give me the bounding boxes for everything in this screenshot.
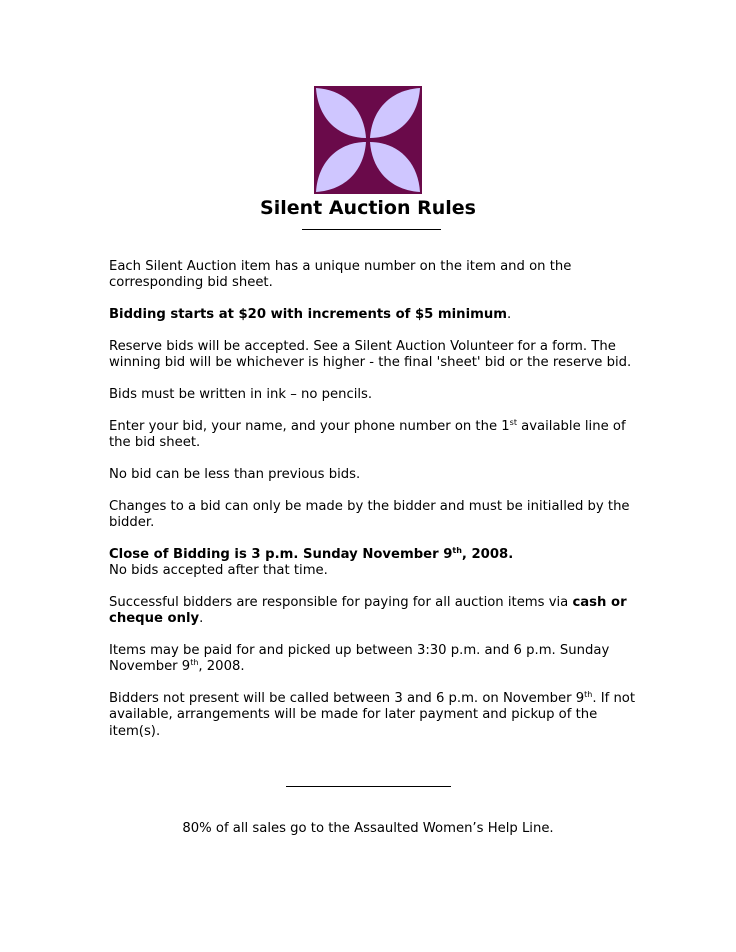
rule-payment: Successful bidders are responsible for paying for all auction items via cash or cheque only. (109, 594, 627, 627)
rule-bidding-start: Bidding starts at $20 with increments of $5 minimum. (109, 307, 512, 323)
rule-no-late-bids: No bids accepted after that time. (109, 563, 328, 579)
rule-close-of-bidding: Close of Bidding is 3 p.m. Sunday November 9th, 2008. (109, 545, 514, 562)
quatrefoil-logo (314, 86, 422, 194)
rule-item-numbering: Each Silent Auction item has a unique number on the item and on the corresponding bid sheet. (109, 259, 572, 291)
rule-absent-bidders: Bidders not present will be called between 3 and 6 p.m. on November 9th. If not available, arrangements will be made for later payment and pickup of the item(s). (109, 690, 636, 739)
rule-enter-bid: Enter your bid, your name, and your phone number on the 1st available line of the bid sheet. (109, 417, 626, 451)
title-underline (302, 229, 441, 230)
rules-body (109, 259, 639, 755)
rule-no-lower-bids: No bid can be less than previous bids. (109, 466, 361, 482)
rule-reserve-bids: Reserve bids will be accepted. See a Silent Auction Volunteer for a form. The winning bid will be whichever is higher - the final 'sheet' bid or the reserve bid. (109, 338, 632, 371)
rule-ink-only: Bids must be written in ink – no pencils. (109, 386, 373, 402)
page-title: Silent Auction Rules (260, 197, 476, 219)
footer-note: 80% of all sales go to the Assaulted Women’s Help Line. (182, 821, 554, 836)
footer-divider (286, 786, 451, 787)
rule-pickup: Items may be paid for and picked up between 3:30 p.m. and 6 p.m. Sunday November 9th, 2008. (109, 642, 610, 675)
rule-bid-changes: Changes to a bid can only be made by the bidder and must be initialled by the bidder. (109, 498, 630, 530)
